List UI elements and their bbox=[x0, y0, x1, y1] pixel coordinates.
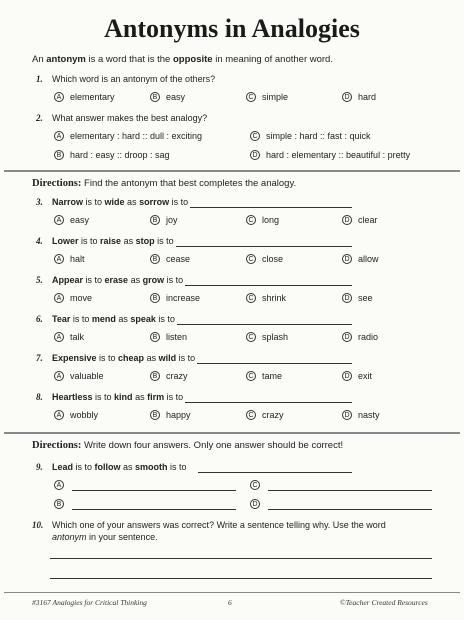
analogy-prompt: Lead is to follow as smooth is to bbox=[52, 462, 187, 472]
letter-circle-icon: A bbox=[54, 131, 64, 141]
intro-text: An antonym is a word that is the opposite in meaning of another word. bbox=[32, 54, 333, 65]
letter-circle-icon: D bbox=[342, 293, 352, 303]
letter-circle-icon: C bbox=[246, 410, 256, 420]
letter-circle-icon: A bbox=[54, 92, 64, 102]
footer-book-title: #3167 Analogies for Critical Thinking bbox=[32, 598, 147, 607]
question-text: antonym in your sentence. bbox=[52, 532, 158, 542]
letter-circle-icon: A bbox=[54, 410, 64, 420]
letter-circle-icon: A bbox=[54, 293, 64, 303]
letter-circle-icon: C bbox=[246, 293, 256, 303]
answer-blank[interactable] bbox=[190, 207, 352, 208]
answer-blank[interactable] bbox=[177, 324, 352, 325]
answer-option[interactable]: A halt bbox=[54, 254, 85, 264]
writing-line[interactable] bbox=[50, 558, 432, 559]
footer-divider bbox=[4, 592, 460, 593]
directions-text: Directions: Find the antonym that best completes the analogy. bbox=[32, 178, 297, 189]
answer-option[interactable]: D allow bbox=[342, 254, 379, 264]
answer-slot bbox=[250, 499, 266, 509]
answer-blank[interactable] bbox=[185, 285, 352, 286]
answer-option[interactable]: C simple bbox=[246, 92, 288, 102]
section-divider bbox=[4, 432, 460, 434]
answer-option[interactable]: C tame bbox=[246, 371, 282, 381]
letter-circle-icon: C bbox=[246, 254, 256, 264]
answer-option[interactable]: D hard : elementary :: beautiful : pretty bbox=[250, 150, 410, 160]
question-number: 10. bbox=[32, 520, 44, 530]
directions-text: Directions: Write down four answers. Only one answer should be correct! bbox=[32, 440, 344, 451]
answer-option[interactable]: D radio bbox=[342, 332, 378, 342]
answer-option[interactable]: A elementary : hard :: dull : exciting bbox=[54, 131, 202, 141]
answer-option[interactable]: D see bbox=[342, 293, 373, 303]
question-number: 1. bbox=[36, 74, 43, 84]
answer-blank[interactable] bbox=[268, 490, 432, 491]
answer-option[interactable]: A talk bbox=[54, 332, 84, 342]
question-number: 8. bbox=[36, 392, 43, 402]
letter-circle-icon: C bbox=[246, 92, 256, 102]
question-number: 7. bbox=[36, 353, 43, 363]
answer-blank[interactable] bbox=[197, 363, 352, 364]
answer-blank[interactable] bbox=[198, 472, 352, 473]
answer-blank[interactable] bbox=[72, 490, 236, 491]
letter-circle-icon: B bbox=[150, 92, 160, 102]
answer-option[interactable]: A elementary bbox=[54, 92, 115, 102]
letter-circle-icon: B bbox=[54, 499, 64, 509]
answer-option[interactable]: C long bbox=[246, 215, 279, 225]
question-number: 4. bbox=[36, 236, 43, 246]
letter-circle-icon: A bbox=[54, 215, 64, 225]
letter-circle-icon: B bbox=[150, 254, 160, 264]
letter-circle-icon: C bbox=[246, 332, 256, 342]
analogy-prompt: Tear is to mend as speak is to bbox=[52, 314, 175, 324]
answer-blank[interactable] bbox=[185, 402, 352, 403]
question-number: 2. bbox=[36, 113, 43, 123]
answer-option[interactable]: B increase bbox=[150, 293, 200, 303]
answer-option[interactable]: A wobbly bbox=[54, 410, 98, 420]
answer-slot bbox=[250, 480, 266, 490]
letter-circle-icon: C bbox=[250, 131, 260, 141]
letter-circle-icon: D bbox=[342, 254, 352, 264]
answer-slot bbox=[54, 480, 70, 490]
answer-option[interactable]: B hard : easy :: droop : sag bbox=[54, 150, 170, 160]
question-number: 6. bbox=[36, 314, 43, 324]
question-text: What answer makes the best analogy? bbox=[52, 113, 208, 123]
letter-circle-icon: C bbox=[250, 480, 260, 490]
answer-slot bbox=[54, 499, 70, 509]
letter-circle-icon: C bbox=[246, 371, 256, 381]
answer-option[interactable]: B crazy bbox=[150, 371, 188, 381]
letter-circle-icon: D bbox=[342, 371, 352, 381]
analogy-prompt: Narrow is to wide as sorrow is to bbox=[52, 197, 189, 207]
answer-option[interactable]: D nasty bbox=[342, 410, 380, 420]
letter-circle-icon: A bbox=[54, 332, 64, 342]
letter-circle-icon: D bbox=[342, 92, 352, 102]
letter-circle-icon: D bbox=[342, 215, 352, 225]
footer-page-number: 6 bbox=[228, 598, 232, 607]
analogy-prompt: Expensive is to cheap as wild is to bbox=[52, 353, 196, 363]
answer-option[interactable]: A easy bbox=[54, 215, 89, 225]
answer-option[interactable]: B listen bbox=[150, 332, 187, 342]
letter-circle-icon: D bbox=[250, 499, 260, 509]
letter-circle-icon: B bbox=[150, 293, 160, 303]
answer-option[interactable]: C splash bbox=[246, 332, 288, 342]
footer-publisher: ©Teacher Created Resources bbox=[340, 598, 428, 607]
answer-option[interactable]: D exit bbox=[342, 371, 372, 381]
answer-option[interactable]: C close bbox=[246, 254, 283, 264]
letter-circle-icon: B bbox=[150, 410, 160, 420]
answer-option[interactable]: C shrink bbox=[246, 293, 286, 303]
writing-line[interactable] bbox=[50, 578, 432, 579]
question-text: Which one of your answers was correct? Write a sentence telling why. Use the word bbox=[52, 520, 386, 530]
answer-option[interactable]: C simple : hard :: fast : quick bbox=[250, 131, 371, 141]
letter-circle-icon: B bbox=[150, 215, 160, 225]
answer-blank[interactable] bbox=[268, 509, 432, 510]
letter-circle-icon: A bbox=[54, 254, 64, 264]
question-text: Which word is an antonym of the others? bbox=[52, 74, 216, 84]
letter-circle-icon: B bbox=[54, 150, 64, 160]
answer-option[interactable]: A valuable bbox=[54, 371, 104, 381]
answer-blank[interactable] bbox=[176, 246, 352, 247]
letter-circle-icon: B bbox=[150, 371, 160, 381]
section-divider bbox=[4, 170, 460, 172]
analogy-prompt: Appear is to erase as grow is to bbox=[52, 275, 184, 285]
answer-blank[interactable] bbox=[72, 509, 236, 510]
question-number: 5. bbox=[36, 275, 43, 285]
answer-option[interactable]: D clear bbox=[342, 215, 378, 225]
letter-circle-icon: B bbox=[150, 332, 160, 342]
analogy-prompt: Lower is to raise as stop is to bbox=[52, 236, 174, 246]
letter-circle-icon: A bbox=[54, 480, 64, 490]
question-number: 9. bbox=[36, 462, 43, 472]
answer-option[interactable]: C crazy bbox=[246, 410, 284, 420]
letter-circle-icon: D bbox=[342, 410, 352, 420]
letter-circle-icon: D bbox=[342, 332, 352, 342]
letter-circle-icon: D bbox=[250, 150, 260, 160]
answer-option[interactable]: B easy bbox=[150, 92, 185, 102]
letter-circle-icon: C bbox=[246, 215, 256, 225]
letter-circle-icon: A bbox=[54, 371, 64, 381]
page-title: Antonyms in Analogies bbox=[104, 14, 360, 43]
answer-option[interactable]: B happy bbox=[150, 410, 191, 420]
analogy-prompt: Heartless is to kind as firm is to bbox=[52, 392, 184, 402]
answer-option[interactable]: B cease bbox=[150, 254, 190, 264]
answer-option[interactable]: A move bbox=[54, 293, 92, 303]
answer-option[interactable]: D hard bbox=[342, 92, 376, 102]
answer-option[interactable]: B joy bbox=[150, 215, 178, 225]
question-number: 3. bbox=[36, 197, 43, 207]
